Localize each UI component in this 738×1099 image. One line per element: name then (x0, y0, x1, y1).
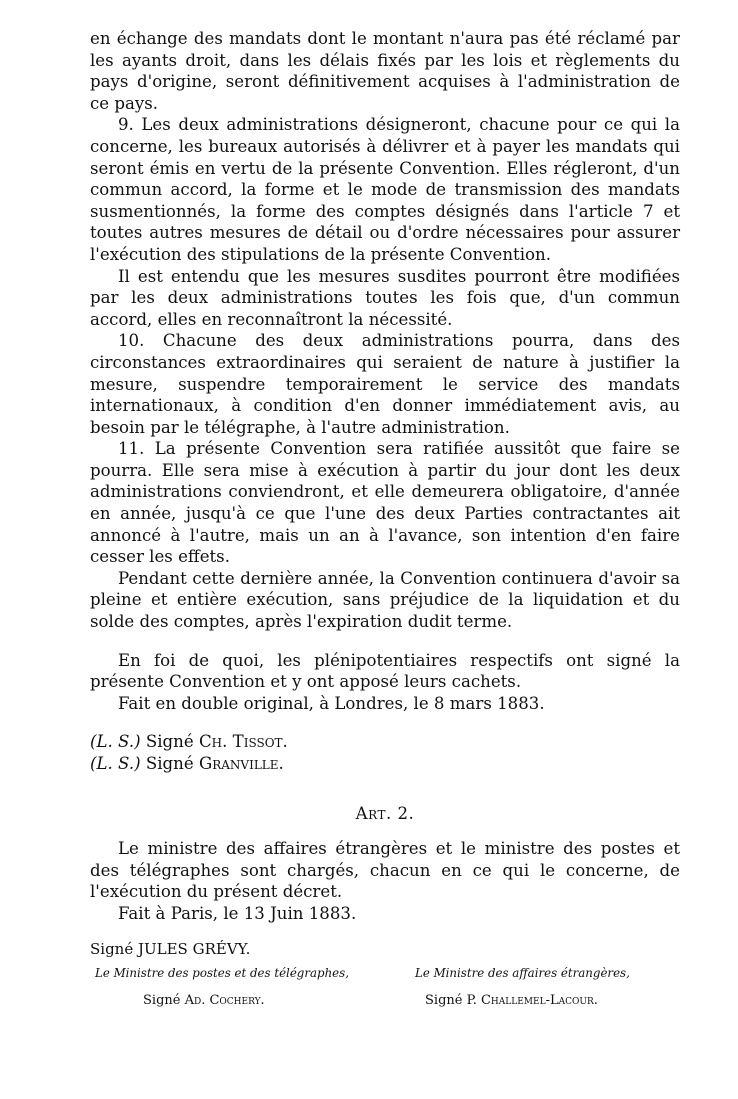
minister-postes (95, 963, 385, 1011)
paragraph-article-10: 10. Chacune des deux administrations pourra, dans des circonstances extraordinaires qui seraient de nature à justifier la mesure, suspendre temporairement le service des mandats internationaux, à condition d'en donner immédiatement avis, au besoin par le télégraphe, à l'autre administration. (90, 331, 680, 437)
signed-word: Signé (145, 732, 194, 752)
article-text: Le ministre des affaires étrangères et le ministre des postes et des télégraphes sont chargés, chacun en ce qui le concerne, de l'exécution du présent décret. (90, 839, 680, 902)
paragraph-done-london: Fait en double original, à Londres, le 8 mars 1883. (118, 693, 545, 713)
minister-name: Ad. Cochery. (184, 993, 265, 1008)
article-heading: Art. 2. (355, 803, 415, 823)
paragraph-article-11: 11. La présente Convention sera ratifiée aussitôt que faire se pourra. Elle sera mise à exécution à partir du jour dont les deux administrations conviendront, et elle demeurera obligatoire, d'année en année, jusqu'à ce que l'une des deux Parties contractantes ait annoncé à l'autre, mais un an à l'avance, son intention d'en faire cesser les effets. (90, 439, 680, 567)
document-body (90, 28, 680, 960)
signature-line-tissot (90, 731, 680, 753)
seal-mark: (L. S.) (90, 732, 141, 752)
minister-signature (95, 991, 385, 1011)
place-date: Fait à Paris, le 13 Juin 1883. (118, 903, 357, 923)
minister-name: Challemel-Lacour. (480, 993, 598, 1008)
minister-affaires-etrangeres (415, 963, 705, 1011)
signature-line-granville (90, 753, 680, 775)
signatory-name: Granville. (198, 754, 284, 773)
seal-mark: (L. S.) (90, 754, 141, 773)
signed-word: Signé (145, 754, 194, 773)
signed-word: Signé P. (425, 993, 477, 1008)
paragraph-in-witness: En foi de quoi, les plénipotentiaires respectifs ont signé la présente Convention et y ont apposé leurs cachets. (90, 650, 680, 692)
minister-role: Le Ministre des postes et des télégraphes, (95, 966, 349, 980)
paragraph-article-9: 9. Les deux administrations désigneront, chacune pour ce qui la concerne, les bureaux autorisés à délivrer et à payer les mandats qui seront émis en vertu de la présente Convention. Elles régleront, d'un commun accord, la forme et le mode de transmission des mandats susmentionnés, la forme des comptes désignés dans l'article 7 et toutes autres mesures de détail ou d'ordre nécessaires pour assurer l'exécution des stipulations de la présente Convention. (90, 115, 680, 264)
paragraph-article-9-note: Il est entendu que les mesures susdites pourront être modifiées par les deux administrations toutes les fois que, d'un commun accord, elles en reconnaîtront la nécessité. (90, 266, 680, 329)
paragraph-continuation: en échange des mandats dont le montant n'aura pas été réclamé par les ayants droit, dans les délais fixés par les lois et règlements du pays d'origine, seront définitivement acquises à l'administration de ce pays. (90, 29, 680, 113)
signed-word: Signé (143, 993, 181, 1008)
minister-signature (415, 991, 705, 1011)
minister-role: Le Ministre des affaires étrangères, (415, 966, 630, 980)
president-signature: Signé JULES GRÉVY. (90, 939, 251, 958)
paragraph-article-11-note: Pendant cette dernière année, la Convention continuera d'avoir sa pleine et entière exécution, sans préjudice de la liquidation et du solde des comptes, après l'expiration dudit terme. (90, 568, 680, 632)
signatory-name: Ch. Tissot. (198, 732, 288, 752)
